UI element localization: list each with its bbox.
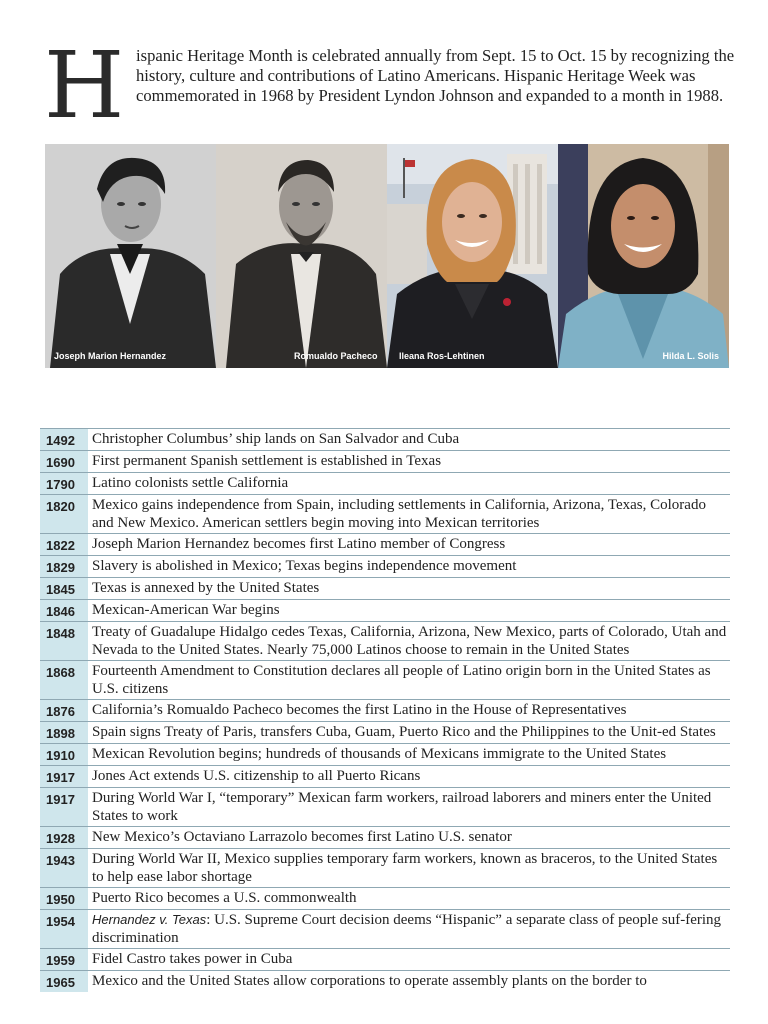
timeline-event: Mexican Revolution begins; hundreds of thousands of Mexicans immigrate to the United States [92,746,667,762]
timeline-event: During World War I, “temporary” Mexican farm workers, railroad laborers and miners enter the United States to work [92,790,712,824]
timeline-year: 1820 [40,495,88,533]
timeline-year: 1959 [40,949,88,970]
timeline-year: 1928 [40,827,88,848]
timeline-year: 1868 [40,661,88,699]
timeline-row [40,599,730,621]
timeline-year: 1950 [40,888,88,909]
timeline-row [40,848,730,887]
timeline-row [40,970,730,992]
timeline-row [40,765,730,787]
timeline-event: New Mexico’s Octaviano Larrazolo becomes first Latino U.S. senator [92,829,512,845]
drop-cap: H [44,32,125,139]
timeline-year: 1822 [40,534,88,555]
timeline-year: 1492 [40,429,88,450]
portrait-photo [45,144,216,368]
timeline-year: 1954 [40,910,88,948]
timeline-event: Mexico gains independence from Spain, including settlements in California, Arizona, Texas, Colorado and New Mexico. American settlers begin moving into Mexican territories [92,497,706,531]
portrait-caption: Joseph Marion Hernandez [54,351,167,361]
portrait-image [45,144,216,368]
timeline-event: Fourteenth Amendment to Constitution declares all people of Latino origin born in the United States as U.S. citizens [92,663,711,697]
portrait-image [387,144,558,368]
portrait-photo [558,144,729,368]
portrait-caption: Romualdo Pacheco [294,351,378,361]
timeline-row [40,533,730,555]
timeline-year: 1790 [40,473,88,494]
timeline-event: Texas is annexed by the United States [92,580,320,596]
timeline-event: During World War II, Mexico supplies temporary farm workers, known as braceros, to the United States to help ease labor shortage [92,851,718,885]
timeline-table [40,428,730,992]
portrait-image [558,144,729,368]
timeline-row [40,887,730,909]
timeline-event-text: : U.S. Supreme Court decision deems “Hispanic” a separate class of people suf-fering discrimination [92,912,722,946]
timeline-row [40,660,730,699]
timeline-event: California’s Romualdo Pacheco becomes the first Latino in the House of Representatives [92,702,627,718]
timeline-event: Mexico and the United States allow corporations to operate assembly plants on the border to [92,973,647,989]
timeline-row [40,787,730,826]
intro-paragraph [44,32,752,139]
timeline-year: 1829 [40,556,88,577]
timeline-year: 1848 [40,622,88,660]
timeline-event [88,910,730,948]
timeline-row [40,494,730,533]
timeline-year: 1910 [40,744,88,765]
timeline-row [40,577,730,599]
timeline-year: 1898 [40,722,88,743]
timeline-year: 1846 [40,600,88,621]
timeline-row [40,721,730,743]
portrait-photo [216,144,387,368]
timeline-event: Puerto Rico becomes a U.S. commonwealth [92,890,357,906]
timeline-event: Jones Act extends U.S. citizenship to all Puerto Ricans [92,768,421,784]
timeline-row [40,826,730,848]
timeline-row [40,699,730,721]
timeline-year: 1690 [40,451,88,472]
timeline-year: 1917 [40,788,88,826]
timeline-event: Christopher Columbus’ ship lands on San Salvador and Cuba [92,431,460,447]
timeline-event: Spain signs Treaty of Paris, transfers Cuba, Guam, Puerto Rico and the Philippines to the Unit-ed States [92,724,716,740]
timeline-year: 1965 [40,971,88,992]
portrait-caption: Hilda L. Solis [662,351,719,361]
timeline-row [40,621,730,660]
timeline-event: Treaty of Guadalupe Hidalgo cedes Texas, California, Arizona, New Mexico, parts of Colorado, Utah and Nevada to the United States. Nearly 75,000 Latinos choose to remain in the United States [92,624,727,658]
timeline-row [40,428,730,450]
timeline-row [40,450,730,472]
timeline-event: First permanent Spanish settlement is established in Texas [92,453,442,469]
timeline-year: 1917 [40,766,88,787]
timeline-year: 1876 [40,700,88,721]
portrait-image [216,144,387,368]
portrait-photo [387,144,558,368]
intro-text: ispanic Heritage Month is celebrated annually from Sept. 15 to Oct. 15 by recognizing the history, culture and contributions of Latino Americans. Hispanic Heritage Week was commemorated in 1968 by President Lyndon Johnson and expanded to a month in 1988. [136,46,735,105]
portrait-strip [45,144,729,368]
timeline-row [40,948,730,970]
timeline-year: 1943 [40,849,88,887]
timeline-event: Fidel Castro takes power in Cuba [92,951,293,967]
timeline-row [40,472,730,494]
timeline-row [40,555,730,577]
timeline-event: Joseph Marion Hernandez becomes first Latino member of Congress [92,536,506,552]
timeline-event: Mexican-American War begins [92,602,280,618]
timeline-row [40,743,730,765]
timeline-event: Slavery is abolished in Mexico; Texas begins independence movement [92,558,517,574]
case-name: Hernandez v. Texas [92,912,207,927]
portrait-caption: Ileana Ros-Lehtinen [399,351,485,361]
timeline-row [40,909,730,948]
timeline-year: 1845 [40,578,88,599]
timeline-event: Latino colonists settle California [92,475,289,491]
